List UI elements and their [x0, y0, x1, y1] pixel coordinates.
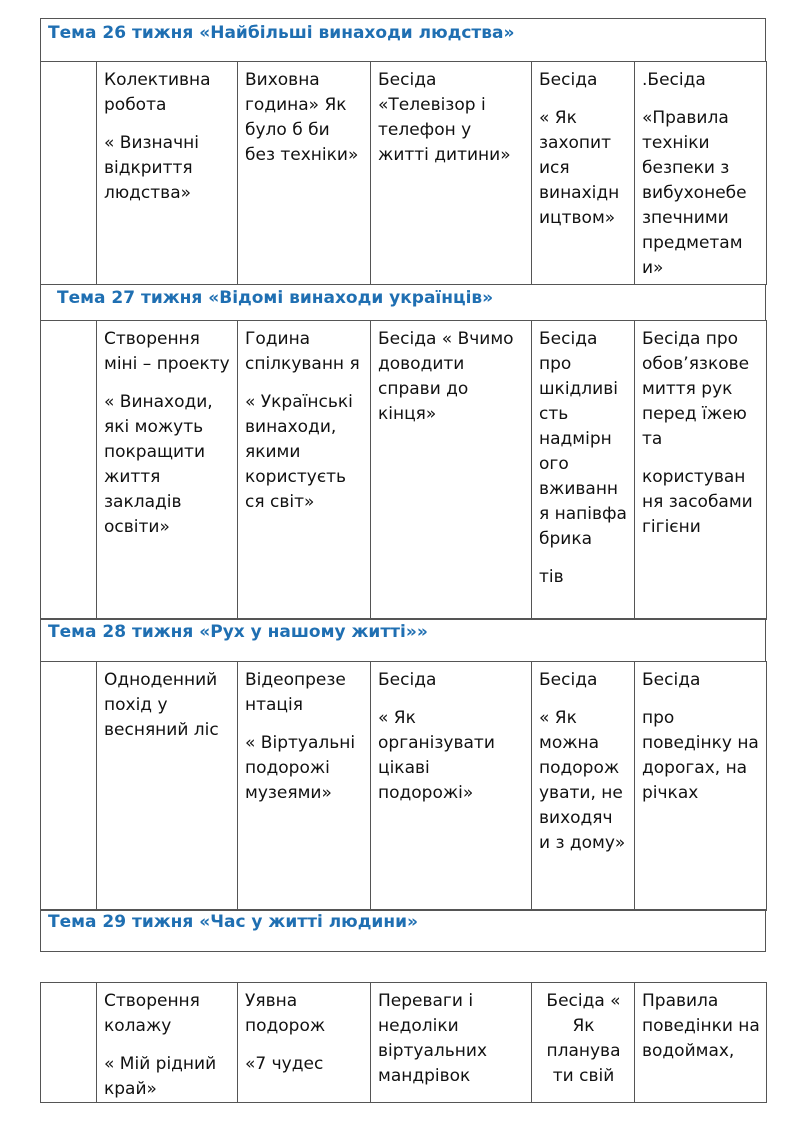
- activity-cell: Бесіда « Як організувати цікаві подорожі»: [371, 662, 532, 911]
- theme-heading-26: Тема 26 тижня «Найбільші винаходи людства»: [40, 18, 766, 62]
- activity-cell: Виховна година» Як було б би без техніки»: [238, 62, 371, 285]
- activity-cell: Уявна подорож «7 чудес: [238, 983, 371, 1103]
- index-cell: [41, 62, 97, 285]
- table-row: [41, 321, 767, 620]
- activity-table-27: [40, 320, 766, 620]
- activity-cell: Створення колажу « Мій рідний край»: [97, 983, 238, 1103]
- index-cell: [41, 321, 97, 620]
- index-cell: [41, 983, 97, 1103]
- activity-cell: .Бесіда «Правила техніки безпеки з вибухонебе зпечними предметам и»: [635, 62, 767, 285]
- activity-cell: Бесіда про обов’язкове миття рук перед їжею та користуван ня засобами гігієни: [635, 321, 767, 620]
- activity-table-29: [40, 982, 766, 1103]
- activity-table-28: [40, 661, 766, 911]
- activity-cell: Година спілкуванн я « Українські винаходи, якими користуєть ся світ»: [238, 321, 371, 620]
- theme-heading-28: Тема 28 тижня «Рух у нашому житті»»: [40, 618, 766, 662]
- theme-heading-29: Тема 29 тижня «Час у житті людини»: [40, 909, 766, 952]
- activity-cell: Бесіда « Як можна подорож увати, не виходяч и з дому»: [532, 662, 635, 911]
- index-cell: [41, 662, 97, 911]
- activity-cell: Бесіда «Телевізор і телефон у житті дитини»: [371, 62, 532, 285]
- activity-cell: Бесіда « Як планува ти свій: [532, 983, 635, 1103]
- activity-cell: Правила поведінки на водоймах,: [635, 983, 767, 1103]
- table-row: [41, 983, 767, 1103]
- table-row: [41, 662, 767, 911]
- activity-cell: Бесіда « Як захопит ися винахідн ицтвом»: [532, 62, 635, 285]
- activity-cell: Одноденний похід у весняний ліс: [97, 662, 238, 911]
- activity-cell: Бесіда « Вчимо доводити справи до кінця»: [371, 321, 532, 620]
- activity-cell: Відеопрезе нтація « Віртуальні подорожі музеями»: [238, 662, 371, 911]
- theme-heading-27: Тема 27 тижня «Відомі винаходи українців»: [40, 284, 766, 321]
- table-row: [41, 62, 767, 285]
- activity-table-26: [40, 61, 766, 285]
- activity-cell: Бесіда про шкідливі сть надмірн ого вживанн я напівфа брика тів: [532, 321, 635, 620]
- activity-cell: Бесіда про поведінку на дорогах, на річках: [635, 662, 767, 911]
- activity-cell: Створення міні – проекту « Винаходи, які можуть покращити життя закладів освіти»: [97, 321, 238, 620]
- activity-cell: Колективна робота « Визначні відкриття людства»: [97, 62, 238, 285]
- activity-cell: Переваги і недоліки віртуальних мандрівок: [371, 983, 532, 1103]
